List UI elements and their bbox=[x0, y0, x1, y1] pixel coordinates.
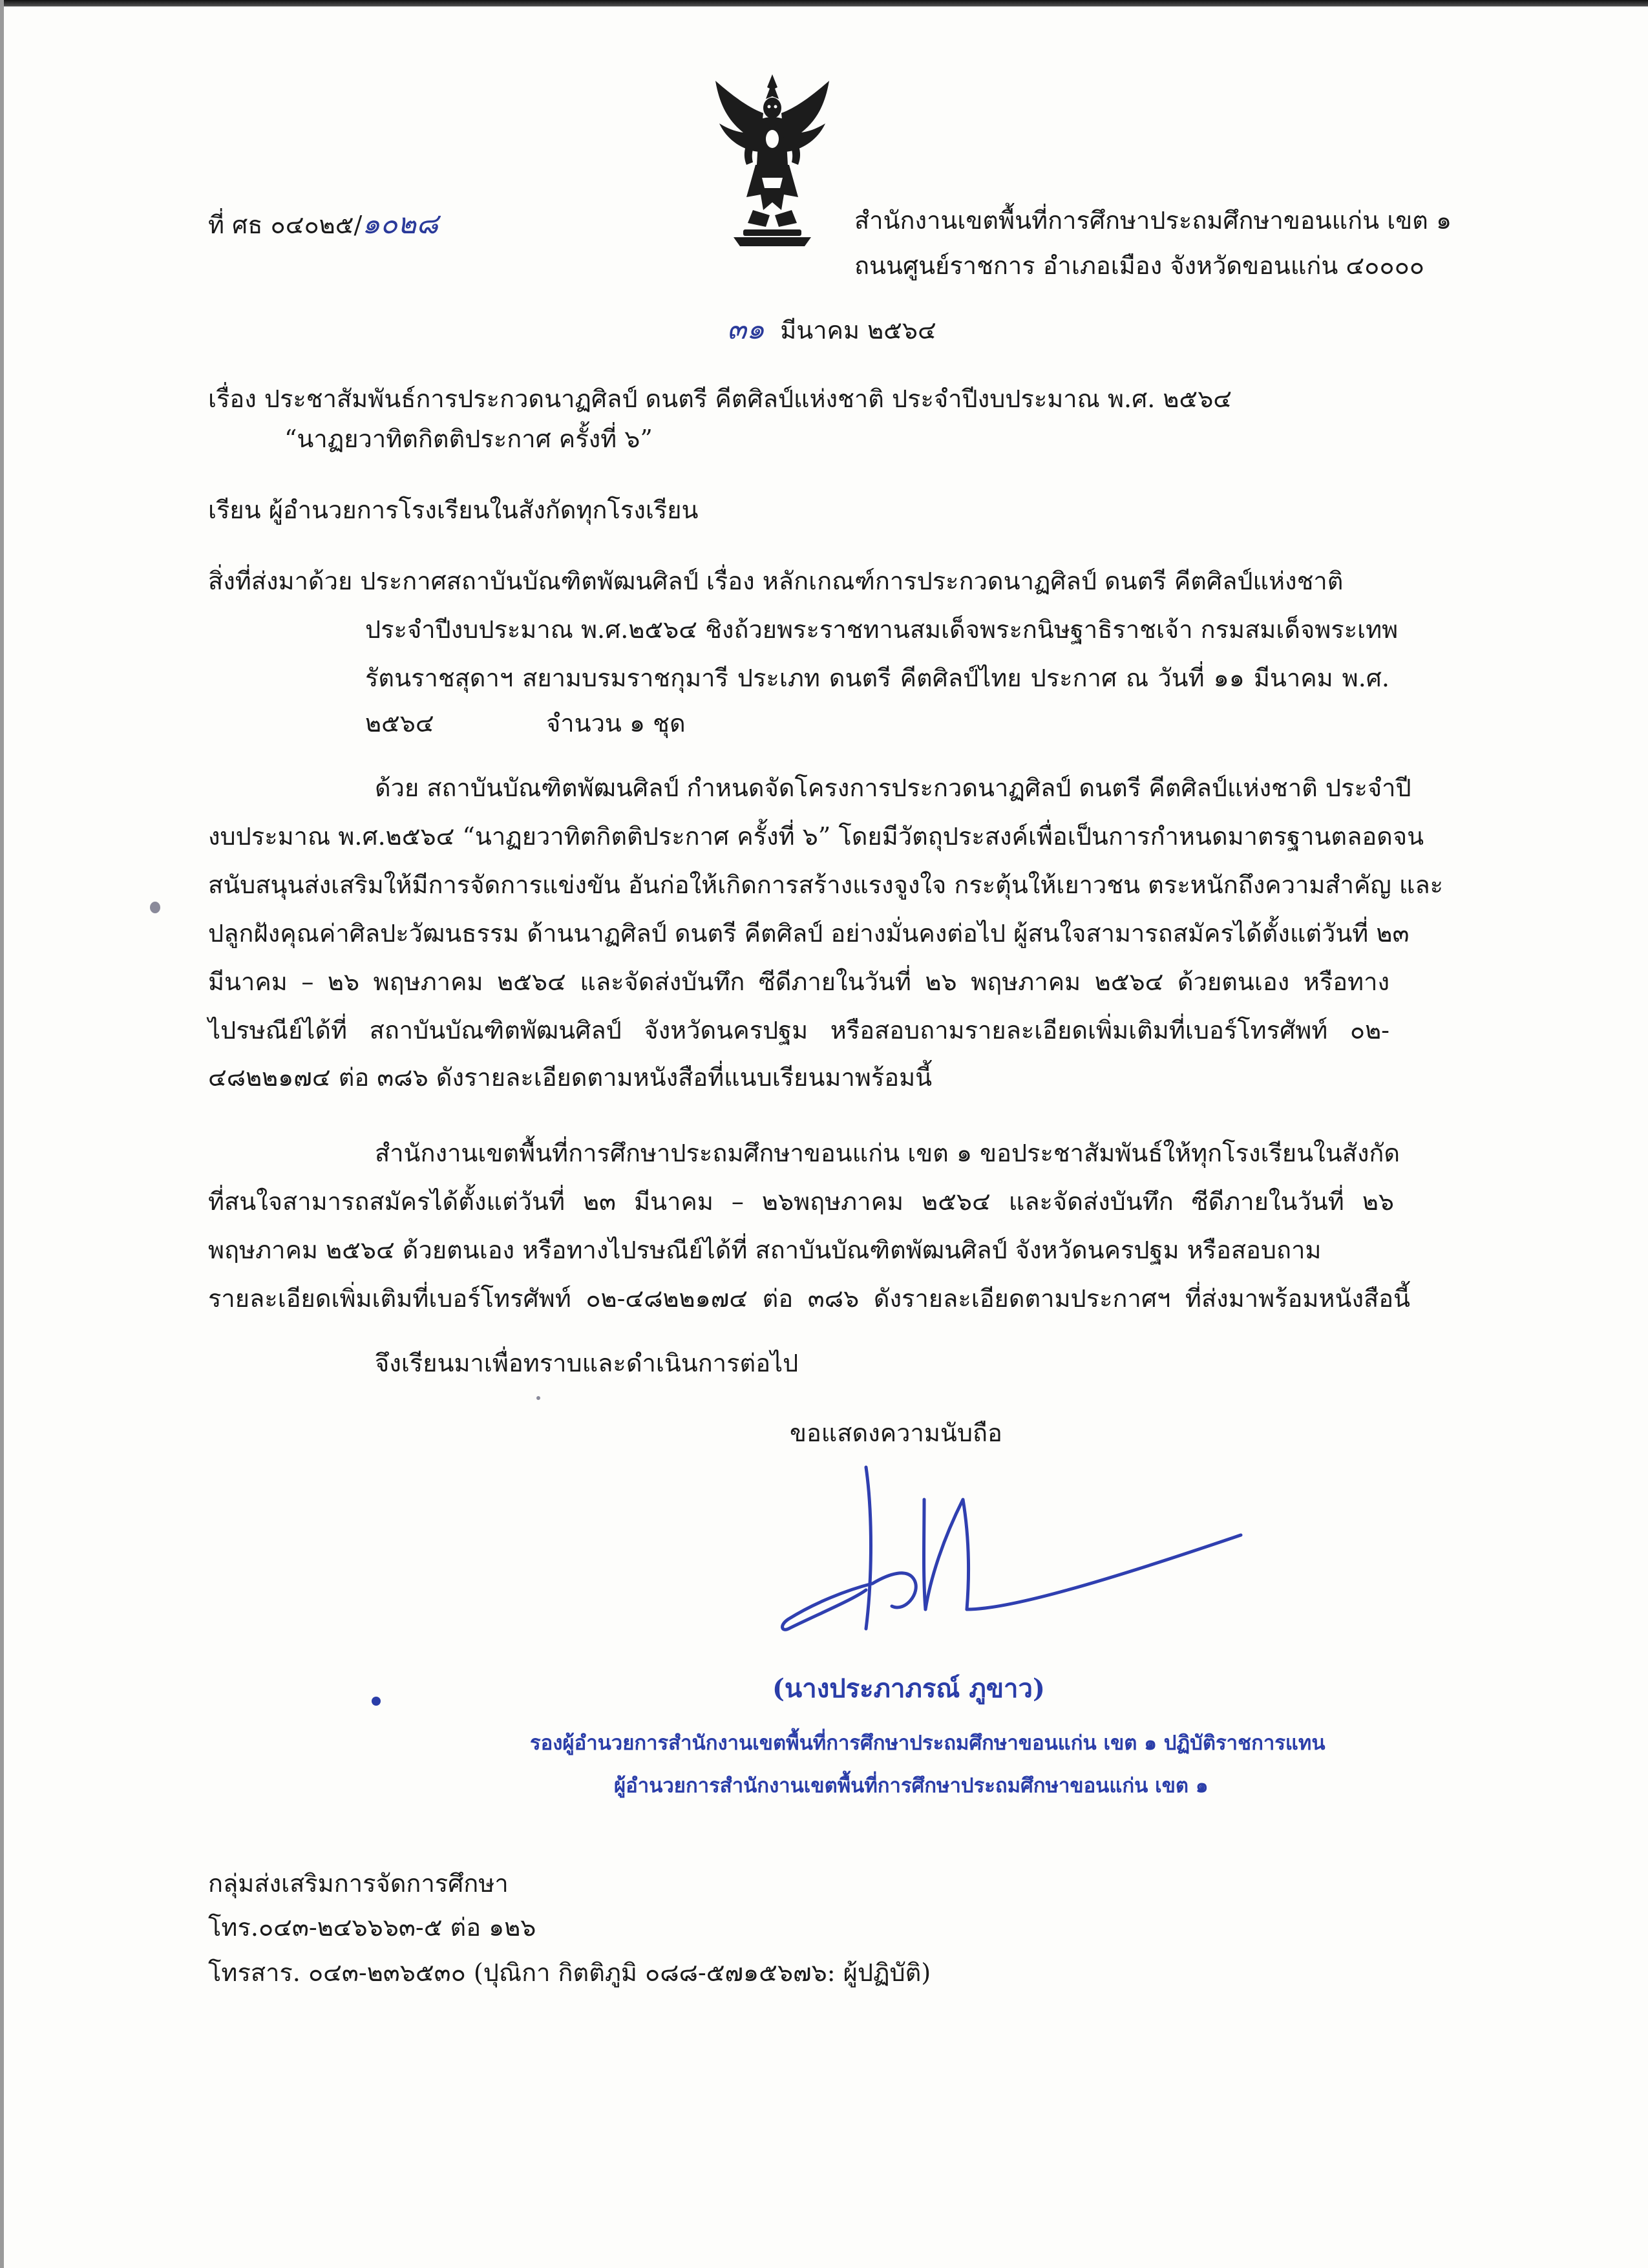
paragraph-1-line: ๔๘๒๒๑๗๔ ต่อ ๓๘๖ ดังรายละเอียดตามหนังสือที่แนบเรียนมาพร้อมนี้ bbox=[208, 1063, 933, 1092]
recipient-line: เรียน ผู้อำนวยการโรงเรียนในสังกัดทุกโรงเรียน bbox=[208, 496, 699, 524]
enclosure-year: ๒๕๖๔ bbox=[365, 709, 434, 737]
document-number: ที่ ศธ ๐๔๐๒๕/๑๐๒๘ bbox=[208, 207, 439, 240]
office-address: ถนนศูนย์ราชการ อำเภอเมือง จังหวัดขอนแก่น ๔๐๐๐๐ bbox=[854, 251, 1424, 280]
paragraph-2-line: รายละเอียดเพิ่มเติมที่เบอร์โทรศัพท์ ๐๒-๔๘๒๒๑๗๔ ต่อ ๓๘๖ ดังรายละเอียดตามประกาศฯ ที่ส่งมาพร้อมหนังสือนี้ bbox=[208, 1284, 1410, 1313]
paragraph-1-line: ไปรษณีย์ได้ที่ สถาบันบัณฑิตพัฒนศิลป์ จังหวัดนครปฐม หรือสอบถามรายละเอียดเพิ่มเติมที่เบอร์โทรศัพท์ ๐๒- bbox=[208, 1016, 1389, 1044]
footer-group: กลุ่มส่งเสริมการจัดการศึกษา bbox=[208, 1869, 509, 1898]
paragraph-2-line: ที่สนใจสามารถสมัครได้ตั้งแต่วันที่ ๒๓ มีนาคม – ๒๖พฤษภาคม ๒๕๖๔ และจัดส่งบันทึก ซีดีภายในวันที่ ๒๖ bbox=[208, 1187, 1394, 1216]
closing-line: จึงเรียนมาเพื่อทราบและดำเนินการต่อไป bbox=[375, 1349, 799, 1377]
office-name: สำนักงานเขตพื้นที่การศึกษาประถมศึกษาขอนแก่น เขต ๑ bbox=[854, 206, 1452, 235]
paragraph-2-line: พฤษภาคม ๒๕๖๔ ด้วยตนเอง หรือทางไปรษณีย์ได้ที่ สถาบันบัณฑิตพัฒนศิลป์ จังหวัดนครปฐม หรือสอบถาม bbox=[208, 1236, 1322, 1264]
enclosure-line-3: รัตนราชสุดาฯ สยามบรมราชกุมารี ประเภท ดนตรี คีตศิลป์ไทย ประกาศ ณ วันที่ ๑๑ มีนาคม พ.ศ. bbox=[365, 664, 1389, 692]
enclosure-quantity: จำนวน ๑ ชุด bbox=[546, 709, 686, 737]
signer-name: (นางประภาภรณ์ ภูขาว) bbox=[772, 1673, 1045, 1704]
signature-icon bbox=[776, 1461, 1267, 1674]
garuda-emblem-icon bbox=[708, 68, 837, 249]
date-day-handwritten: ๓๑ bbox=[727, 313, 765, 346]
scan-speck bbox=[372, 1697, 381, 1706]
paragraph-1-line: ด้วย สถาบันบัณฑิตพัฒนศิลป์ กำหนดจัดโครงการประกวดนาฏศิลป์ ดนตรี คีตศิลป์แห่งชาติ ประจำปี bbox=[375, 774, 1411, 802]
subject-title: “นาฏยวาทิตกิตติประกาศ ครั้งที่ ๖” bbox=[284, 425, 653, 453]
paragraph-1-line: ปลูกฝังคุณค่าศิลปะวัฒนธรรม ด้านนาฏศิลป์ ดนตรี คีตศิลป์ อย่างมั่นคงต่อไป ผู้สนใจสามารถสมัครได้ตั้งแต่วันที่ ๒๓ bbox=[208, 919, 1410, 948]
scan-edge-left bbox=[0, 0, 4, 2268]
paragraph-1-line: งบประมาณ พ.ศ.๒๕๖๔ “นาฏยวาทิตกิตติประกาศ ครั้งที่ ๖” โดยมีวัตถุประสงค์เพื่อเป็นการกำหนดมาตรฐานตลอดจน bbox=[208, 822, 1424, 851]
enclosure-line-1: สิ่งที่ส่งมาด้วย ประกาศสถาบันบัณฑิตพัฒนศิลป์ เรื่อง หลักเกณฑ์การประกวดนาฏศิลป์ ดนตรี คีตศิลป์แห่งชาติ bbox=[208, 567, 1344, 595]
regards-line: ขอแสดงความนับถือ bbox=[790, 1419, 1002, 1447]
subject-line: เรื่อง ประชาสัมพันธ์การประกวดนาฏศิลป์ ดนตรี คีตศิลป์แห่งชาติ ประจำปีงบประมาณ พ.ศ. ๒๕๖๔ bbox=[208, 385, 1232, 413]
document-date: ๓๑ มีนาคม ๒๕๖๔ bbox=[727, 313, 936, 346]
document-number-handwritten: ๑๐๒๘ bbox=[362, 207, 439, 240]
paragraph-1-line: มีนาคม – ๒๖ พฤษภาคม ๒๕๖๔ และจัดส่งบันทึก ซีดีภายในวันที่ ๒๖ พฤษภาคม ๒๕๖๔ ด้วยตนเอง หรือทาง bbox=[208, 968, 1389, 996]
scan-edge-top bbox=[0, 0, 1648, 6]
enclosure-line-2: ประจำปีงบประมาณ พ.ศ.๒๕๖๔ ชิงถ้วยพระราชทานสมเด็จพระกนิษฐาธิราชเจ้า กรมสมเด็จพระเทพ bbox=[365, 615, 1399, 644]
paragraph-2-line: สำนักงานเขตพื้นที่การศึกษาประถมศึกษาขอนแก่น เขต ๑ ขอประชาสัมพันธ์ให้ทุกโรงเรียนในสังกัด bbox=[375, 1139, 1400, 1167]
signer-title-2: ผู้อำนวยการสำนักงานเขตพื้นที่การศึกษาประถมศึกษาขอนแก่น เขต ๑ bbox=[614, 1774, 1209, 1797]
scan-speck bbox=[150, 902, 160, 913]
signer-title-1: รองผู้อำนวยการสำนักงานเขตพื้นที่การศึกษาประถมศึกษาขอนแก่น เขต ๑ ปฏิบัติราชการแทน bbox=[530, 1732, 1326, 1755]
footer-fax: โทรสาร. ๐๔๓-๒๓๖๕๓๐ (ปุณิกา กิตติภูมิ ๐๘๘-๕๗๑๕๖๗๖: ผู้ปฏิบัติ) bbox=[208, 1958, 931, 1987]
scan-speck bbox=[536, 1396, 540, 1400]
footer-telephone: โทร.๐๔๓-๒๔๖๖๖๓-๕ ต่อ ๑๒๖ bbox=[208, 1913, 536, 1942]
paragraph-1-line: สนับสนุนส่งเสริมให้มีการจัดการแข่งขัน อันก่อให้เกิดการสร้างแรงจูงใจ กระตุ้นให้เยาวชน ตระหนักถึงความสำคัญ และ bbox=[208, 871, 1444, 899]
